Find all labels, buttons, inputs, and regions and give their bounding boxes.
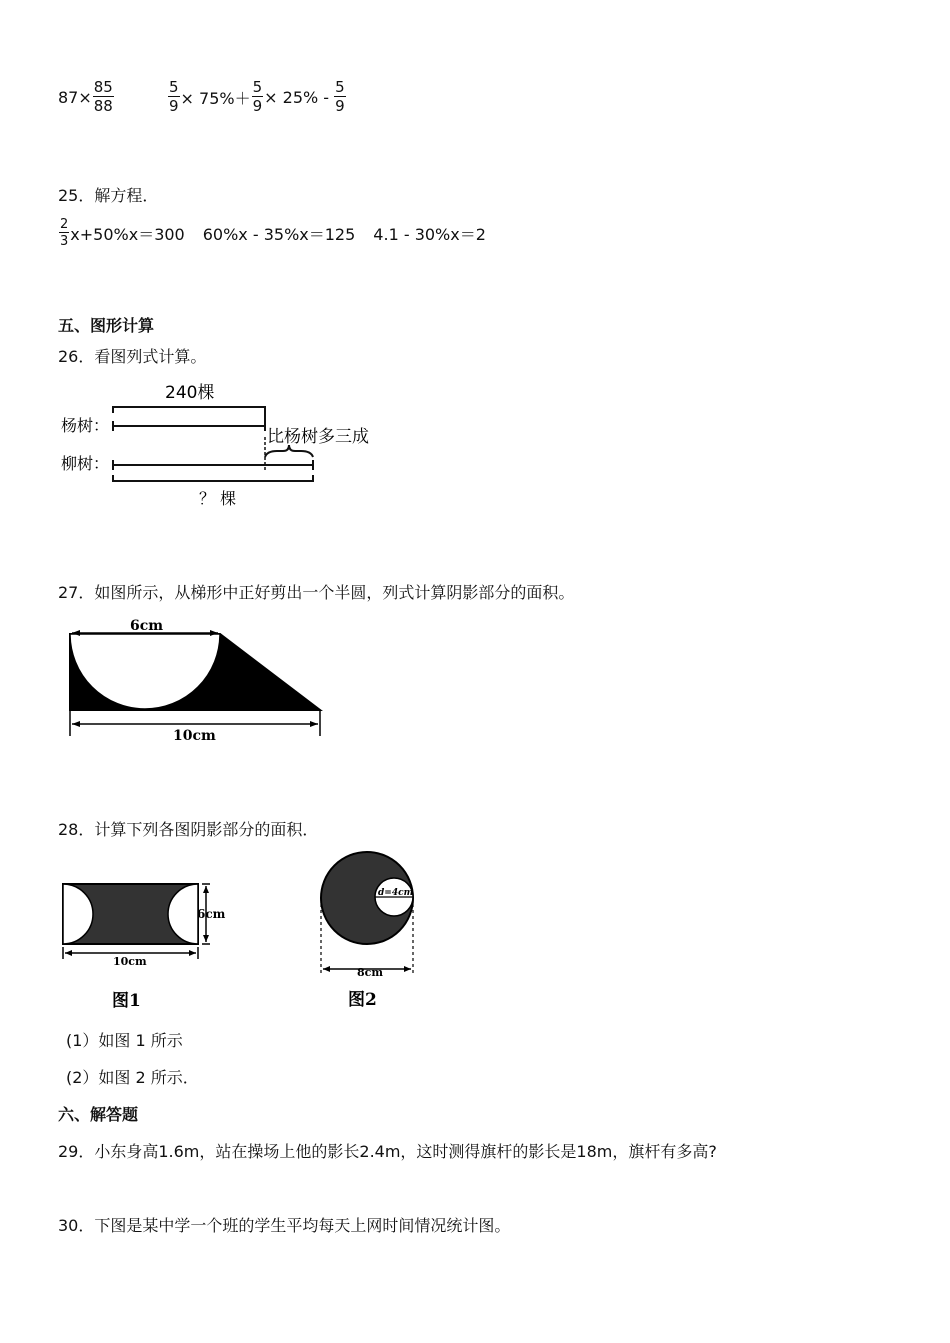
top-label: 240棵 [165,383,215,403]
fraction-numerator: 5 [169,78,179,96]
expr1-fraction [93,80,114,114]
inner-diameter: d=4cm [378,888,414,898]
top-dimension: 6cm [130,618,164,634]
expr2-fraction-1 [168,80,180,114]
equation-3: 4.1 - 30%x＝2 [373,224,486,244]
question-28-sub-2: (2）如图 2 所示． [66,1068,199,1087]
question-30-text: 30．下图是某中学一个班的学生平均每天上网时间情况统计图。 [58,1216,511,1235]
question-26-title: 26．看图列式计算。 [58,347,207,366]
question-25-equations [58,218,486,248]
question-25-title: 25．解方程． [58,186,159,205]
section-5-title: 五、图形计算 [58,316,155,335]
expression-row-2 [167,80,347,114]
fraction-denominator: 9 [335,97,345,115]
fraction-denominator: 3 [60,234,69,249]
bottom-dimension: 10cm [173,728,216,742]
expr2-middle-1: × 75%＋ [180,88,251,108]
bottom-label: ？ 棵 [199,489,237,508]
bottom-brace [113,475,313,481]
fraction-denominator: 9 [252,97,263,115]
tree-bar-diagram [55,375,395,515]
fraction-numerator: 2 [60,217,69,232]
willow-label: 柳树： [61,454,110,473]
expr1-prefix: 87× [58,87,92,107]
figure-2-caption: 图2 [348,990,377,1010]
equation-2: 60%x - 35%x＝125 [202,224,356,244]
figure-1 [55,875,235,1015]
figure-2 [312,848,432,1013]
expr2-fraction-2 [252,80,264,114]
question-28-sub-1: (1）如图 1 所示 [66,1031,183,1050]
section-6-title: 六、解答题 [58,1105,139,1124]
question-29-text: 29．小东身高1.6m，站在操场上他的影长2.4m，这时测得旗杆的影长是18m，旗杆有多高? [58,1142,717,1161]
question-28-title: 28．计算下列各图阴影部分的面积． [58,820,319,839]
equation-1: x+50%x＝300 [70,224,185,244]
trapezoid-semicircle-figure [60,612,335,742]
more-label: 比杨树多三成 [267,427,369,447]
fraction-numerator: 5 [252,78,263,96]
poplar-label: 杨树： [61,416,110,435]
width-dimension: 10cm [113,955,147,968]
fraction-denominator: 88 [93,97,113,115]
expression-row-1 [58,80,115,114]
figure-1-caption: 图1 [112,991,141,1011]
question-27-title: 27．如图所示，从梯形中正好剪出一个半圆，列式计算阴影部分的面积。 [58,583,575,602]
expr2-fraction-3 [334,80,346,114]
fraction-denominator: 9 [169,97,179,115]
fraction-numerator: 85 [93,78,113,96]
eq1-fraction [59,218,69,248]
height-dimension: 6cm [197,907,226,921]
top-brace [113,407,265,413]
fraction-numerator: 5 [335,78,345,96]
expr2-middle-2: × 25% - [264,87,330,107]
outer-width: 8cm [357,966,383,979]
